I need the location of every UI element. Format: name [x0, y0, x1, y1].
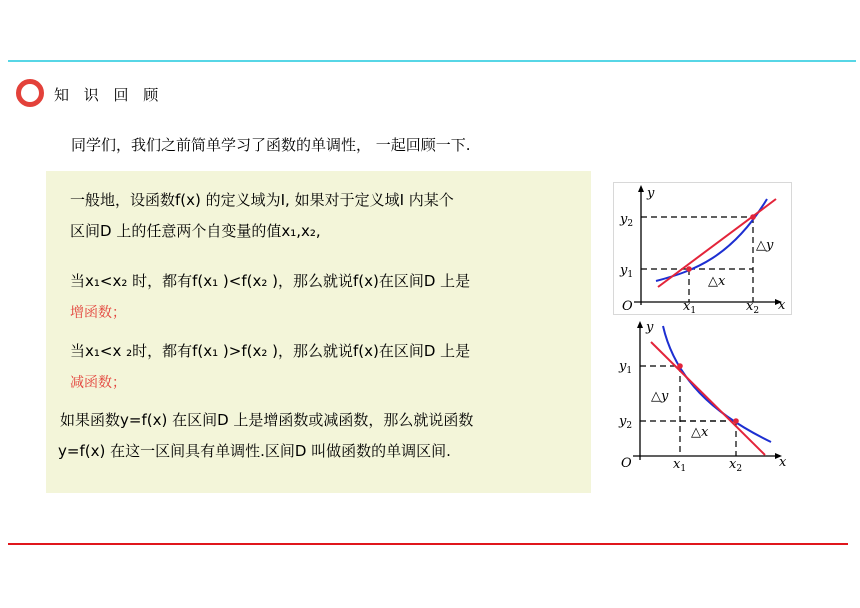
- y1-label: y: [619, 359, 627, 374]
- svg-text:y1: [618, 359, 632, 376]
- x2-label: x: [746, 299, 754, 314]
- bottom-divider: [8, 543, 848, 545]
- y2-label: y: [619, 414, 627, 429]
- decreasing-function-graph: [613, 318, 792, 475]
- x1-subscript: 1: [690, 306, 697, 314]
- increasing-function-graph: [613, 182, 792, 315]
- decreasing-label: 减函数；: [70, 375, 126, 391]
- y1-label: y: [620, 263, 628, 278]
- svg-text:y2: [619, 212, 633, 229]
- origin-label: O: [622, 299, 633, 314]
- definition-panel: [46, 171, 591, 493]
- y-axis-label: y: [647, 186, 655, 201]
- y2-subscript: 2: [626, 421, 633, 431]
- x2-label: x: [729, 457, 737, 472]
- delta-y-label: △y: [651, 389, 669, 404]
- section-title: 知 识 回 顾: [54, 86, 164, 104]
- svg-text:y2: [618, 414, 632, 431]
- svg-text:x2: [729, 457, 742, 474]
- increasing-condition: 当x₁<x₂ 时，都有f(x₁ )<f(x₂ )，那么就说f(x)在区间D 上是: [70, 272, 471, 290]
- x1-subscript: 1: [680, 464, 687, 474]
- decreasing-condition: 当x₁<x ₂时，都有f(x₁ )>f(x₂ )，那么就说f(x)在区间D 上是: [70, 342, 471, 360]
- section-ring-icon: [16, 79, 44, 107]
- monotonic-line-1: 如果函数y=f(x) 在区间D 上是增函数或减函数，那么就说函数: [60, 411, 474, 429]
- intro-text: 同学们，我们之前简单学习了函数的单调性， 一起回顾一下.: [71, 136, 471, 154]
- x-axis-label: x: [778, 298, 786, 313]
- svg-text:x2: [746, 299, 759, 314]
- top-divider: [8, 60, 856, 62]
- x1-label: x: [683, 299, 691, 314]
- svg-text:x1: [683, 299, 696, 314]
- y1-subscript: 1: [627, 270, 634, 280]
- y2-subscript: 2: [627, 219, 634, 229]
- x2-subscript: 2: [753, 306, 760, 314]
- origin-label: O: [621, 456, 632, 471]
- x2-subscript: 2: [736, 464, 743, 474]
- y2-label: y: [620, 212, 628, 227]
- delta-x-label: △x: [708, 274, 726, 289]
- x-axis-label: x: [779, 455, 787, 470]
- delta-x-label: △x: [691, 425, 709, 440]
- increasing-label: 增函数；: [70, 305, 126, 321]
- x1-label: x: [673, 457, 681, 472]
- definition-line-1: 一般地，设函数f(x) 的定义域为I, 如果对于定义域I 内某个: [70, 191, 454, 209]
- y-axis-label: y: [646, 320, 654, 335]
- definition-line-2: 区间D 上的任意两个自变量的值x₁,x₂,: [70, 222, 321, 240]
- delta-y-label: △y: [756, 238, 774, 253]
- svg-text:y1: [619, 263, 633, 280]
- svg-text:x1: [673, 457, 686, 474]
- monotonic-line-2: y=f(x) 在这一区间具有单调性.区间D 叫做函数的单调区间.: [58, 442, 451, 460]
- y1-subscript: 1: [626, 366, 633, 376]
